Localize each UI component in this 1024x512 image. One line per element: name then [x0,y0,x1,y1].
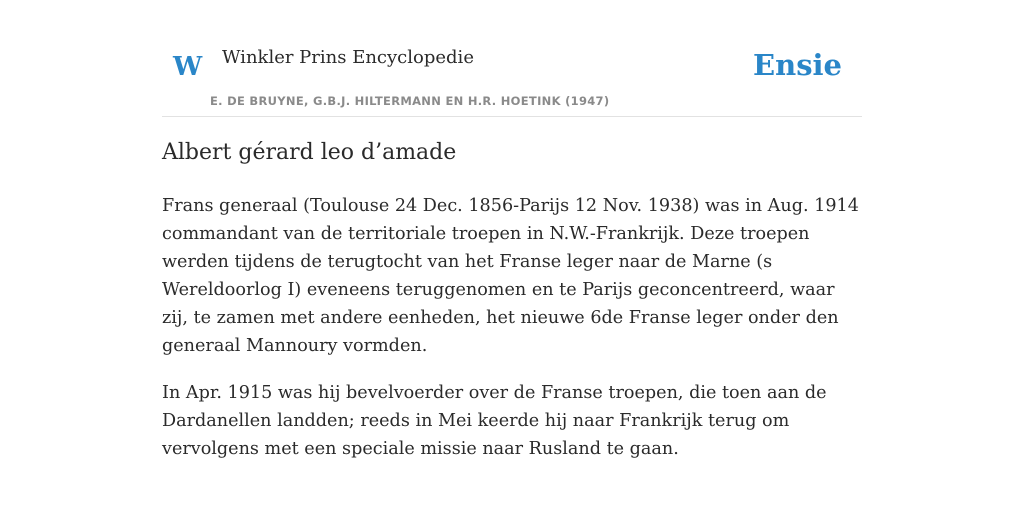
article-body [162,192,862,482]
encyclopedia-authors: E. DE BRUYNE, G.B.J. HILTERMANN EN H.R. HOETINK (1947) [210,94,610,108]
article-title: Albert gérard leo d’amade [162,140,457,165]
header [162,0,862,117]
wp-logo[interactable]: W [173,52,203,82]
encyclopedia-title[interactable]: Winkler Prins Encyclopedie [222,47,474,68]
article-paragraph: In Apr. 1915 was hij bevelvoerder over de Franse troepen, die toen aan de Dardanellen landden; reeds in Mei keerde hij naar Frankrijk terug om vervolgens met een speciale missie naar Rusland te gaan. [162,383,827,459]
article-paragraph: Frans generaal (Toulouse 24 Dec. 1856-Parijs 12 Nov. 1938) was in Aug. 1914 commandant van de territoriale troepen in N.W.-Frankrijk. Deze troepen werden tijdens de terugtocht van het Franse leger naar de Marne (s Wereldoorlog I) eveneens teruggenomen en te Parijs geconcentreerd, waar zij, te zamen met andere eenheden, het nieuwe 6de Franse leger onder den generaal Mannoury vormden. [162,196,859,356]
ensie-logo[interactable]: Ensie [753,48,842,82]
